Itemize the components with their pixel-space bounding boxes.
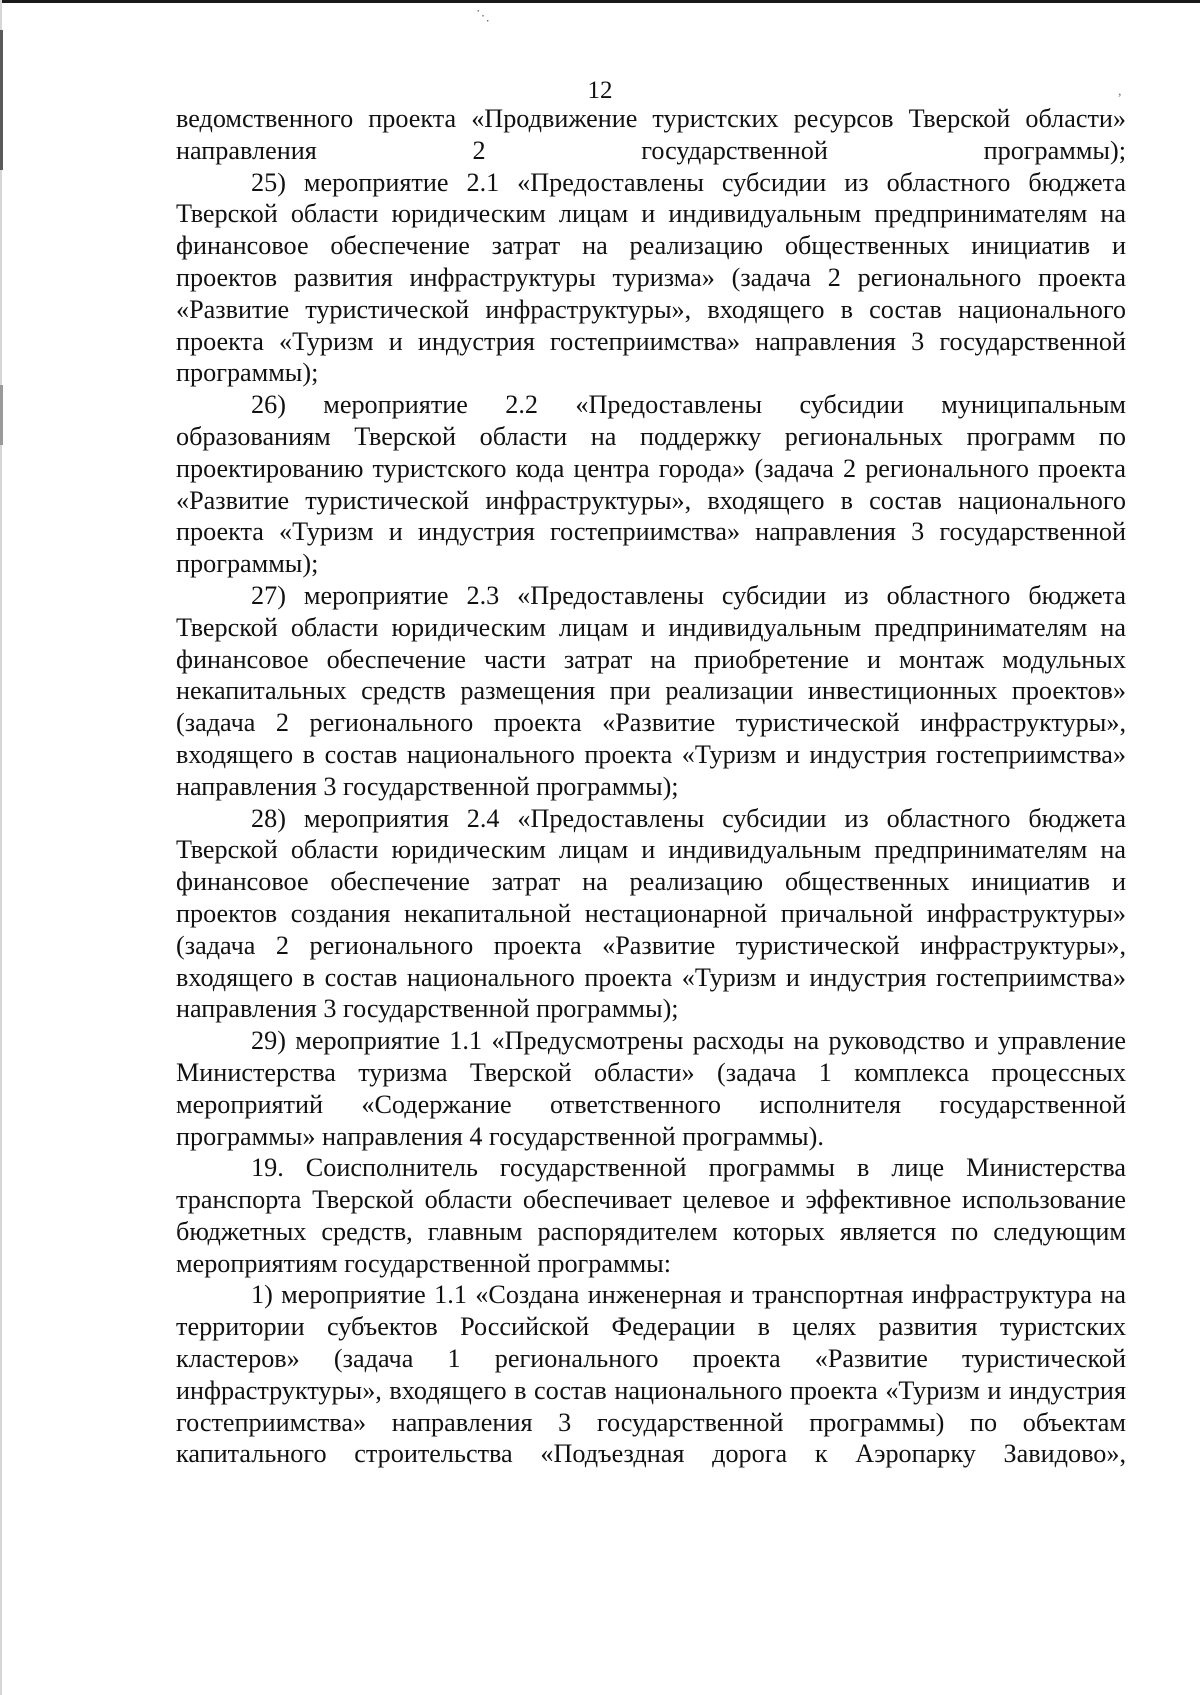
document-body bbox=[176, 103, 1126, 1470]
scan-margin-mark bbox=[0, 385, 3, 445]
paragraph: 19. Соисполнитель государственной программы в лице Министерства транспорта Тверской области обеспечивает целевое и эффективное использование бюджетных средств, главным распорядителем которых является по следующим мероприятиям государственной программы: bbox=[176, 1153, 1126, 1278]
scan-edge-top bbox=[0, 0, 1200, 3]
paragraph: 28) мероприятия 2.4 «Предоставлены субсидии из областного бюджета Тверской области юридическим лицам и индивидуальным предпринимателям на финансовое обеспечение затрат на реализацию общественных инициатив и проектов создания некапитальной нестационарной причальной инфраструктуры» (задача 2 регионального проекта «Развитие туристической инфраструктуры», входящего в состав национального проекта «Туризм и индустрия гостеприимства» направления 3 государственной программы); bbox=[176, 803, 1126, 1024]
scan-speck: ⋱ bbox=[476, 9, 490, 24]
paragraph: 26) мероприятие 2.2 «Предоставлены субсидии муниципальным образованиям Тверской области на поддержку региональных программ по проектированию туристского кода центра города» (задача 2 регионального проекта «Развитие туристической инфраструктуры», входящего в состав национального проекта «Туризм и индустрия гостеприимства» направления 3 государственной программы); bbox=[176, 390, 1126, 579]
scan-speck: , bbox=[1118, 84, 1122, 99]
paragraph: 1) мероприятие 1.1 «Создана инженерная и транспортная инфраструктура на территории субъектов Российской Федерации в целях развития туристских кластеров» (задача 1 регионального проекта «Развитие туристической инфраструктуры», входящего в состав национального проекта «Туризм и индустрия гостеприимства» направления 3 государственной программы) по объектам капитального строительства «Подъездная дорога к Аэропарку Завидово», bbox=[176, 1280, 1126, 1469]
scan-edge-left bbox=[0, 0, 2, 1695]
paragraph: 25) мероприятие 2.1 «Предоставлены субсидии из областного бюджета Тверской области юридическим лицам и индивидуальным предпринимателям на финансовое обеспечение затрат на реализацию общественных инициатив и проектов развития инфраструктуры туризма» (задача 2 регионального проекта «Развитие туристической инфраструктуры», входящего в состав национального проекта «Туризм и индустрия гостеприимства» направления 3 государственной программы); bbox=[176, 167, 1126, 388]
paragraph: ведомственного проекта «Продвижение туристских ресурсов Тверской области» направления 2 государственной программы); bbox=[176, 104, 1126, 165]
page-number: 12 bbox=[587, 77, 613, 104]
paragraph: 27) мероприятие 2.3 «Предоставлены субсидии из областного бюджета Тверской области юридическим лицам и индивидуальным предпринимателям на финансовое обеспечение части затрат на приобретение и монтаж модульных некапитальных средств размещения при реализации инвестиционных проектов» (задача 2 регионального проекта «Развитие туристической инфраструктуры», входящего в состав национального проекта «Туризм и индустрия гостеприимства» направления 3 государственной программы); bbox=[176, 580, 1126, 801]
paragraph: 29) мероприятие 1.1 «Предусмотрены расходы на руководство и управление Министерства туризма Тверской области» (задача 1 комплекса процессных мероприятий «Содержание ответственного исполнителя государственной программы» направления 4 государственной программы). bbox=[176, 1026, 1126, 1151]
